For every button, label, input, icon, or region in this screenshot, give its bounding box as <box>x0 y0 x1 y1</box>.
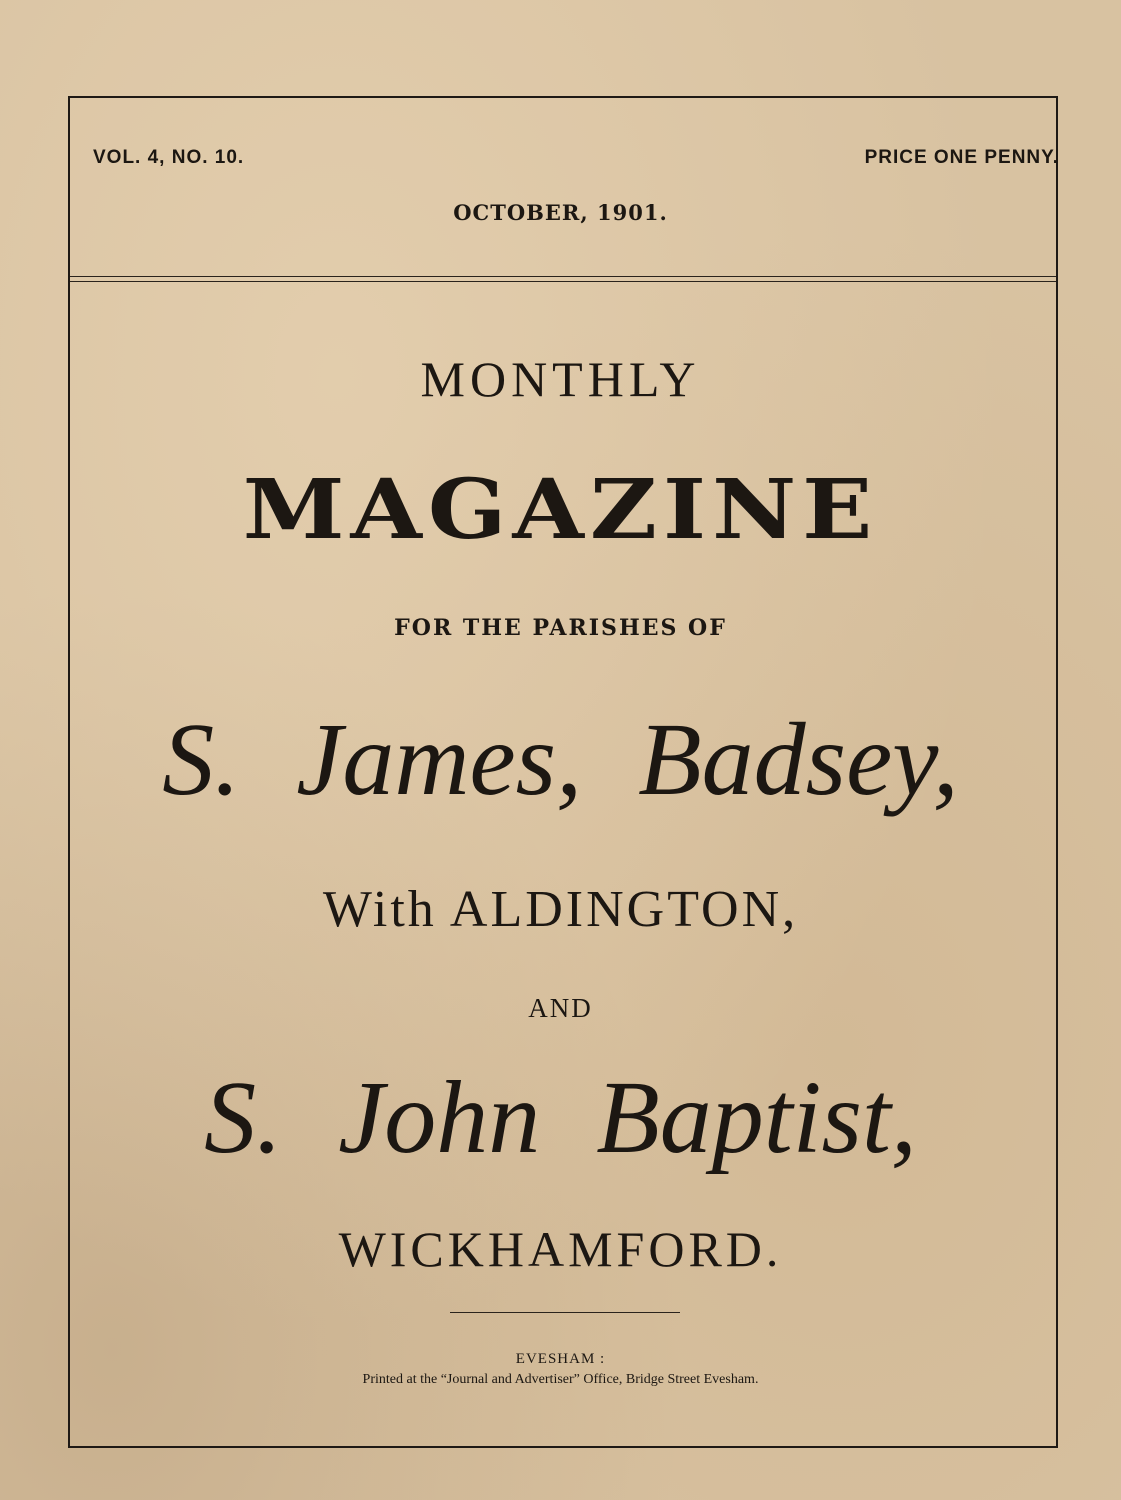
header-divider-top <box>70 276 1056 277</box>
with-aldington: With ALDINGTON, <box>322 881 799 938</box>
place-wickhamford: WICKHAMFORD. <box>338 1221 783 1277</box>
parish-john-baptist: S. John Baptist, <box>204 1060 917 1175</box>
imprint-printer: Printed at the “Journal and Advertiser” Office, Bridge Street Evesham. <box>362 1372 759 1387</box>
parishes-subtitle: FOR THE PARISHES OF <box>394 615 727 641</box>
title-monthly: MONTHLY <box>420 351 701 407</box>
volume-number: VOL. 4, NO. 10. <box>93 147 245 168</box>
title-magazine: MAGAZINE <box>242 460 879 558</box>
parish-james-badsey: S. James, Badsey, <box>162 702 959 817</box>
header-divider-bottom <box>70 281 1056 282</box>
footer-divider <box>450 1312 680 1313</box>
imprint-town: EVESHAM : <box>515 1351 606 1367</box>
price-label: PRICE ONE PENNY. <box>864 147 1059 168</box>
issue-date: OCTOBER, 1901. <box>453 200 668 225</box>
and-connector: AND <box>528 993 593 1023</box>
